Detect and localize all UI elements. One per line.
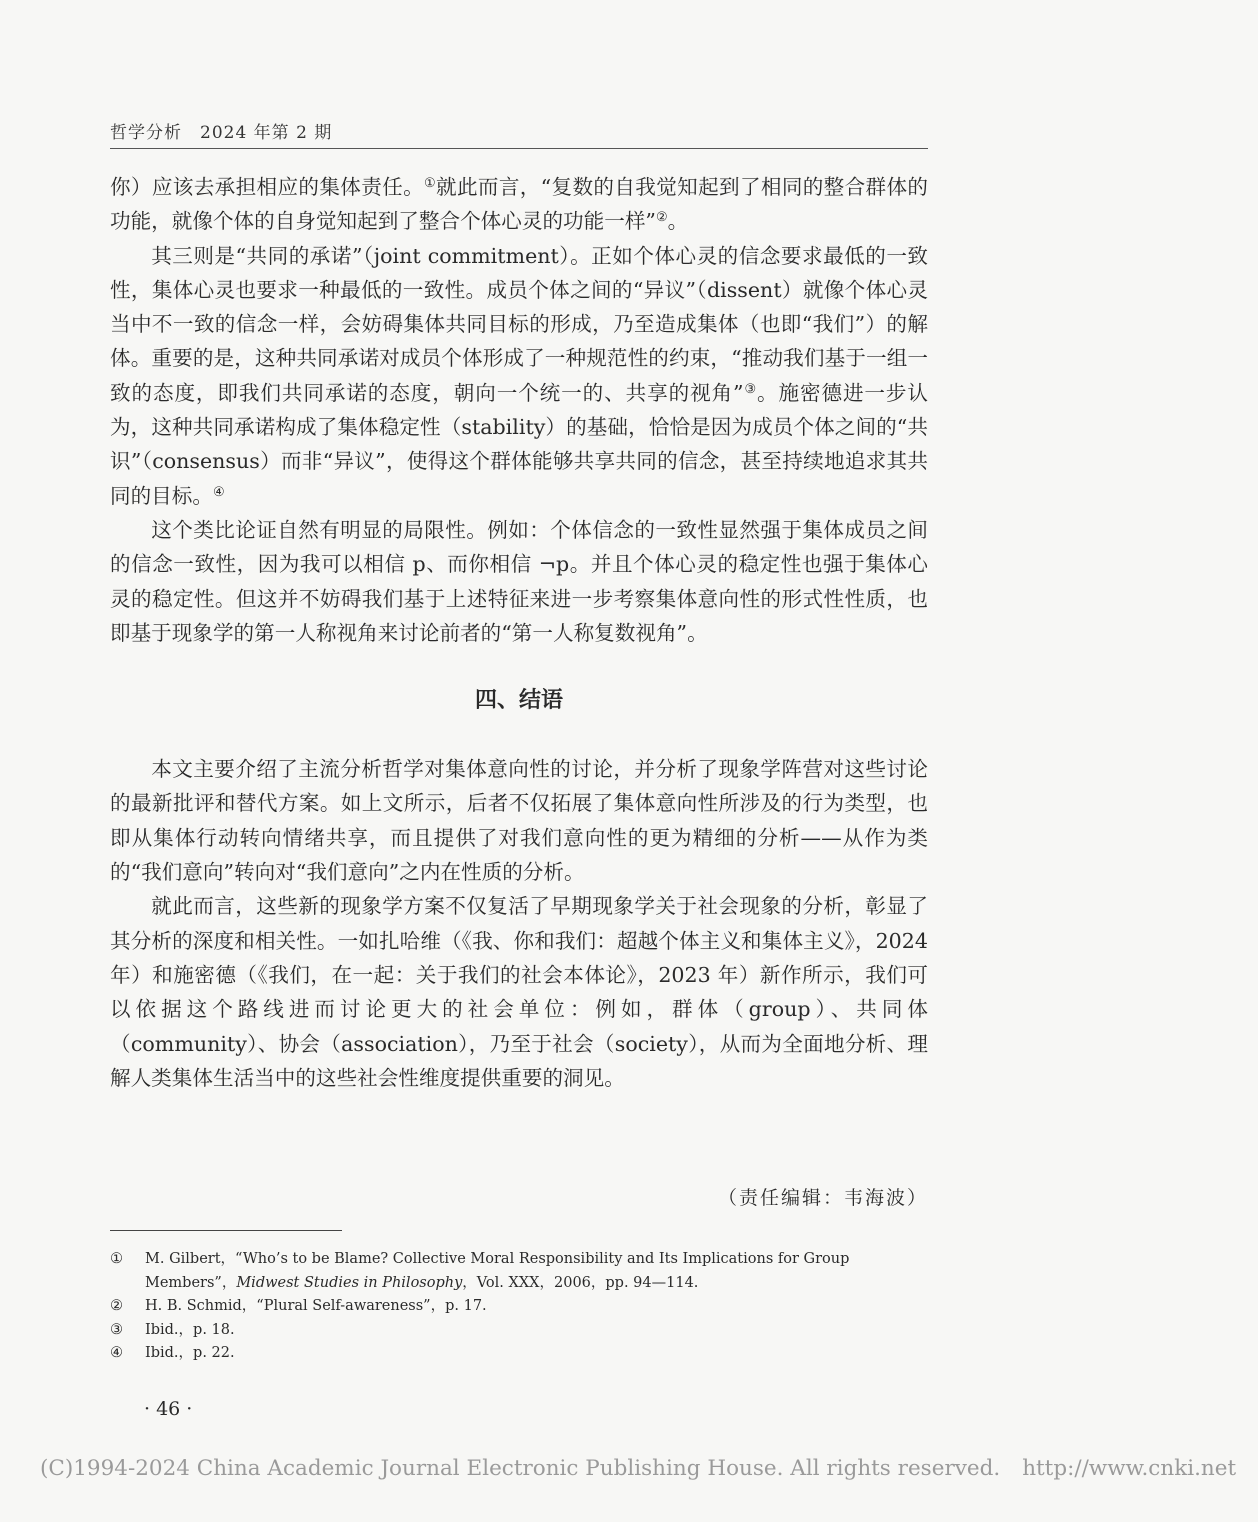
footnote-text: H. B. Schmid，“Plural Self-awareness”，p. 17. xyxy=(145,1298,487,1314)
footnote-ref-4[interactable]: ④ xyxy=(212,484,225,500)
copyright-url[interactable]: http://www.cnki.net xyxy=(1022,1456,1237,1481)
paragraph-2 xyxy=(110,239,928,513)
paragraph-5: 就此而言，这些新的现象学方案不仅复活了早期现象学关于社会现象的分析，彰显了其分析的深度和相关性。一如扎哈维（《我、你和我们：超越个体主义和集体主义》，2024 年）和施密德（《我们，在一起：关于我们的社会本体论》，2023 年）新作所示，我们可以依据这个路线进而讨论更大的社会单位：例如，群体（group）、共同体（community）、协会（association），乃至于社会（society），从而为全面地分析、理解人类集体生活当中的这些社会性维度提供重要的洞见。 xyxy=(110,894,928,1090)
paragraph-4: 本文主要介绍了主流分析哲学对集体意向性的讨论，并分析了现象学阵营对这些讨论的最新批评和替代方案。如上文所示，后者不仅拓展了集体意向性所涉及的行为类型，也即从集体行动转向情绪共享，而且提供了对我们意向性的更为精细的分析——从作为类的“我们意向”转向对“我们意向”之内在性质的分析。 xyxy=(110,757,928,885)
page-number: · 46 · xyxy=(144,1398,193,1420)
footnote-mark: ④ xyxy=(110,1345,123,1361)
paragraph-3: 这个类比论证自然有明显的局限性。例如：个体信念的一致性显然强于集体成员之间的信念一致性，因为我可以相信 p、而你相信 ¬p。并且个体心灵的稳定性也强于集体心灵的稳定性。但这并不妨碍我们基于上述特征来进一步考察集体意向性的形式性性质，也即基于现象学的第一人称视角来讨论前者的“第一人称复数视角”。 xyxy=(110,517,928,645)
footnotes xyxy=(110,1248,928,1366)
header-divider xyxy=(110,148,928,149)
footnote-text: Ibid.，p. 22. xyxy=(145,1345,235,1361)
article-body xyxy=(110,170,928,1095)
footnote-4 xyxy=(110,1342,928,1366)
copyright-notice: (C)1994-2024 China Academic Journal Electronic Publishing House. All rights reserved. xyxy=(40,1456,1001,1481)
footnote-mark: ③ xyxy=(110,1321,123,1338)
footnote-1-text-b: ，Vol. XXX，2006，pp. 94—114. xyxy=(462,1274,699,1291)
footnote-mark: ① xyxy=(110,1251,123,1267)
running-header: 哲学分析 2024 年第 2 期 xyxy=(110,123,333,143)
footnote-text xyxy=(145,1248,928,1295)
footnote-ref-1[interactable]: ① xyxy=(424,176,437,191)
footnote-ref-3[interactable]: ③ xyxy=(743,381,758,397)
paragraph-1-text-a: 你）应该去承担相应的集体责任。 xyxy=(110,175,425,199)
footnote-divider xyxy=(110,1230,342,1231)
footnote-text: Ibid.，p. 18. xyxy=(145,1321,235,1338)
paragraph-2-text-b: 。施密德进一步认为，这种共同承诺构成了集体稳定性（stability）的基础，恰恰是因为成员个体之间的“共识”（consensus）而非“异议”，使得这个群体能够共享共同的信念，甚至持续地追求其共同的目标。 xyxy=(110,380,928,508)
footnote-1-text-a: M. Gilbert，“Who’s to be Blame? Collective Moral Responsibility and Its Implications for Group Members”， xyxy=(145,1251,850,1291)
section-title: 四、结语 xyxy=(474,688,563,714)
footnote-ref-2[interactable]: ② xyxy=(655,210,668,226)
paragraph-1 xyxy=(110,170,928,239)
footnote-3 xyxy=(110,1319,928,1343)
paragraph-2-text-a: 其三则是“共同的承诺”（joint commitment）。正如个体心灵的信念要求最低的一致性，集体心灵也要求一种最低的一致性。成员个体之间的“异议”（dissent）就像个体心灵当中不一致的信念一样，会妨碍集体共同目标的形成，乃至造成集体（也即“我们”）的解体。重要的是，这种共同承诺对成员个体形成了一种规范性的约束，“推动我们基于一组一致的态度，即我们共同承诺的态度，朝向一个统一的、共享的视角” xyxy=(110,243,928,405)
editor-credit: （责任编辑：韦海波） xyxy=(717,1187,928,1209)
footnote-1 xyxy=(110,1248,928,1295)
footnote-2 xyxy=(110,1295,928,1319)
footnote-1-journal: Midwest Studies in Philosophy xyxy=(236,1274,463,1291)
copyright-watermark xyxy=(40,1456,1237,1481)
paragraph-1-text-c: 。 xyxy=(667,209,689,234)
paragraph-1-text-b: 就此而言，“复数的自我觉知起到了相同的整合群体的功能，就像个体的自身觉知起到了整合个体心灵的功能一样” xyxy=(110,175,929,234)
footnote-mark: ② xyxy=(110,1298,123,1314)
